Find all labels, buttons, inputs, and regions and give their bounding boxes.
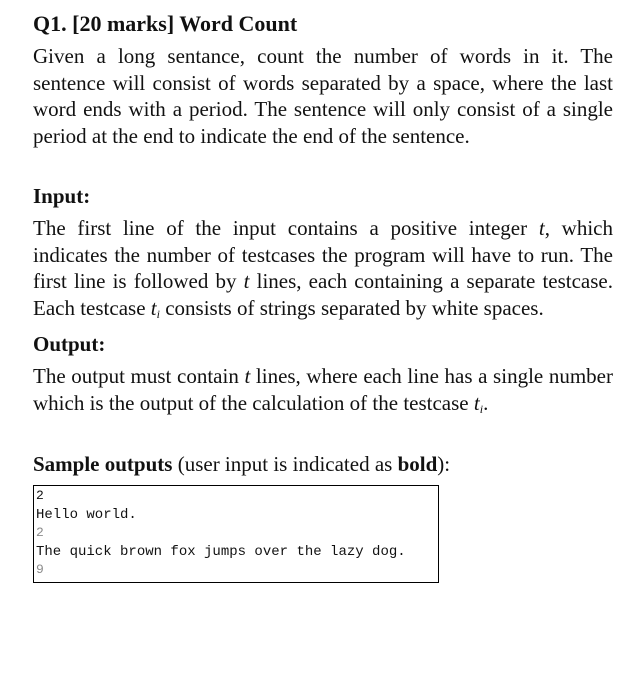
question-title: Q1. [20 marks] Word Count xyxy=(33,11,298,36)
sample-line: The quick brown fox jumps over the lazy dog. xyxy=(36,543,406,560)
input-var-ti: t xyxy=(150,295,157,320)
sample-heading-bold: Sample outputs xyxy=(33,452,173,476)
output-var-ti: t xyxy=(473,390,480,415)
output-var-t: t xyxy=(244,364,251,388)
output-text-2: lines, where each line has a single number which is the output of the calculation of the testcase xyxy=(33,364,613,415)
input-sub-i: i xyxy=(156,306,160,321)
input-text-1: The first line of the input contains a positive integer xyxy=(33,216,539,240)
question-description: Given a long sentance, count the number of words in it. The sentence will consist of words separated by a space, where the last word ends with a period. The sentence will only consist of a single period at the end to indicate the end of the sentence. xyxy=(33,44,613,148)
sample-line: 2 xyxy=(36,488,44,503)
output-description xyxy=(33,363,613,416)
input-description xyxy=(33,215,613,321)
question-page xyxy=(33,10,613,583)
input-heading: Input: xyxy=(33,184,91,208)
sample-heading xyxy=(33,451,613,477)
input-text-2: , which indicates the number of testcases the program will have to run. The first line is followed by xyxy=(33,216,614,293)
output-heading: Output: xyxy=(33,332,106,356)
sample-line: Hello world. xyxy=(36,506,137,523)
sample-heading-rest-2: ): xyxy=(437,452,451,476)
output-text-end: . xyxy=(483,390,489,415)
sample-line: 2 xyxy=(36,525,44,540)
sample-output-box xyxy=(33,485,439,583)
sample-heading-bold-word: bold xyxy=(397,452,438,476)
input-var-t-2: t xyxy=(243,269,250,293)
input-var-t: t xyxy=(538,216,545,240)
output-sub-i: i xyxy=(479,401,484,416)
sample-heading-rest-1: (user input is indicated as xyxy=(172,452,398,476)
sample-line: 9 xyxy=(36,562,44,577)
output-text-1: The output must contain xyxy=(33,364,245,388)
input-text-3: lines, each containing a separate testcase. Each testcase xyxy=(33,269,613,320)
input-text-4: consists of strings separated by white spaces. xyxy=(159,295,544,320)
